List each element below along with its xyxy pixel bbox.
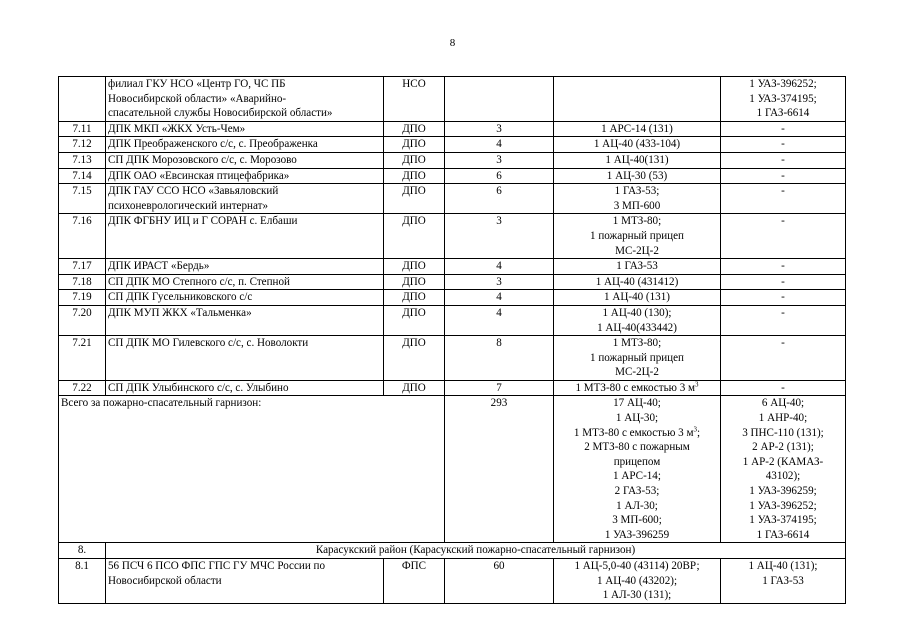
row-number: 7.20 [59,305,106,335]
organization-line: ДПК ГАУ ССО НСО «Завьяловский [108,185,279,198]
organization-line: СП ДПК МО Гилевского с/с, с. Новолокти [108,337,309,350]
page-number: 8 [449,37,456,49]
vehicle-line: 1 АР-2 (КАМАЗ- [742,455,824,468]
unit-type: ДПО [384,305,445,335]
reserve-vehicles [721,184,846,214]
vehicle-line: 1 АЦ-30; [615,412,659,425]
organization-line: ДПК МКП «ЖКХ Усть-Чем» [108,122,246,135]
organization-name [106,214,384,259]
vehicle-line: 1 АРС-14 (131) [601,122,673,135]
organization-line: ДПК ИРАСТ «Бердь» [108,260,210,273]
staff-count: 7 [445,380,554,396]
reserve-vehicles [721,152,846,168]
vehicle-line: 1 АЦ-30 (53) [606,169,668,182]
unit-type: ДПО [384,168,445,184]
vehicle-line: - [781,306,785,319]
main-vehicles [554,77,721,122]
vehicle-line: - [781,185,785,198]
vehicle-line: МС-2Ц-2 [615,244,659,257]
organization-name [106,305,384,335]
vehicle-line: 1 АЦ-40(131) [605,153,669,166]
main-vehicles [554,336,721,381]
reserve-vehicles [721,259,846,275]
total-main-vehicles [554,396,721,543]
reserve-vehicles [721,380,846,396]
row-number: 7.13 [59,152,106,168]
vehicle-line: 1 АЦ-40 (130); [602,306,672,319]
table-row [59,305,846,335]
vehicle-line: 1 ГАЗ-53 [762,574,804,587]
total-row [59,396,846,543]
vehicle-line: - [781,337,785,350]
vehicle-line: 1 УАЗ-374195; [749,514,817,527]
organization-line: Новосибирской области [108,574,222,587]
organization-line: ДПК ФГБНУ ИЦ и Г СОРАН с. Елбаши [108,215,298,228]
vehicle-line: 17 АЦ-40; [613,397,661,410]
reserve-vehicles [721,305,846,335]
section-number: 8. [59,543,106,559]
organization-line: СП ДПК Улыбинского с/с, с. Улыбино [108,381,289,394]
vehicle-line: 2 МТЗ-80 с пожарным [584,441,690,454]
main-vehicles [554,184,721,214]
organization-name [106,559,384,604]
vehicle-line: 1 АЦ-40 (433-104) [593,138,681,151]
row-number: 7.18 [59,274,106,290]
organization-line: ДПК МУП ЖКХ «Тальменка» [108,306,252,319]
vehicle-line: 1 АЦ-40 (431412) [595,275,679,288]
vehicle-line: МС-2Ц-2 [615,366,659,379]
reserve-vehicles [721,214,846,259]
organization-line: ДПК Преображенского с/с, с. Преображенка [108,138,318,151]
unit-type: ДПО [384,137,445,153]
table-row [59,380,846,396]
vehicle-line: 43102); [765,470,801,483]
vehicle-line: - [781,215,785,228]
organization-name [106,152,384,168]
vehicle-line: 1 АЦ-40 (131) [604,291,670,304]
table-row [59,168,846,184]
vehicle-line: 1 МТЗ-80; [612,337,662,350]
vehicle-line: 2 ГАЗ-53; [614,485,660,498]
unit-type: ДПО [384,290,445,306]
row-number [59,77,106,122]
vehicle-line: 1 АРС-14; [613,470,661,483]
vehicle-table [58,76,846,604]
total-label: Всего за пожарно-спасательный гарнизон: [59,396,445,543]
staff-count: 6 [445,184,554,214]
table-row [59,336,846,381]
vehicle-line: 1 ГАЗ-53; [614,185,660,198]
row-number: 7.15 [59,184,106,214]
organization-name [106,380,384,396]
organization-name [106,290,384,306]
reserve-vehicles [721,137,846,153]
main-vehicles [554,305,721,335]
vehicle-line: - [781,291,785,304]
reserve-vehicles [721,121,846,137]
vehicle-line: 1 УАЗ-396259; [749,485,817,498]
vehicle-line: - [781,381,785,394]
row-number: 7.12 [59,137,106,153]
main-vehicles [554,121,721,137]
table-row [59,121,846,137]
row-number: 7.17 [59,259,106,275]
main-vehicles [554,559,721,604]
staff-count: 6 [445,168,554,184]
vehicle-line: 1 УАЗ-396252; [749,499,817,512]
table-row [59,137,846,153]
vehicle-line: - [781,153,785,166]
vehicle-line: - [781,260,785,273]
unit-type: ДПО [384,184,445,214]
staff-count: 8 [445,336,554,381]
table-row [59,259,846,275]
row-number: 7.21 [59,336,106,381]
unit-type: ДПО [384,380,445,396]
vehicle-line: 1 МТЗ-80 с емкостью 3 $м^3$; [573,424,701,439]
organization-name [106,184,384,214]
reserve-vehicles [721,290,846,306]
table-row [59,274,846,290]
vehicle-line: 1 АЦ-40 (131); [748,560,818,572]
unit-type: ДПО [384,259,445,275]
staff-count: 3 [445,121,554,137]
unit-type: ДПО [384,214,445,259]
vehicle-line: 1 АНР-40; [758,412,808,425]
vehicle-line: - [781,169,785,182]
total-reserve-vehicles [721,396,846,543]
vehicle-line: 1 ГАЗ-6614 [756,107,810,120]
main-vehicles [554,290,721,306]
row-number: 7.19 [59,290,106,306]
staff-count: 3 [445,274,554,290]
section-title: Карасукский район (Карасукский пожарно-спасательный гарнизон) [106,543,846,559]
unit-type: ДПО [384,121,445,137]
vehicle-line: 1 АЦ-5,0-40 (43114) 20ВР; [574,560,700,572]
organization-line: психоневрологический интернат» [108,199,268,212]
main-vehicles [554,152,721,168]
organization-name [106,121,384,137]
vehicle-line: 1 АЛ-30 (131); [602,589,672,602]
reserve-vehicles [721,77,846,122]
row-number: 8.1 [59,559,106,604]
unit-type: ДПО [384,274,445,290]
vehicle-line: 3 МП-600 [613,199,661,212]
main-vehicles [554,380,721,396]
vehicle-line: - [781,275,785,288]
vehicle-line: 1 УАЗ-374195; [749,92,817,105]
row-number: 7.11 [59,121,106,137]
organization-line: ДПК ОАО «Евсинская птицефабрика» [108,169,290,182]
vehicle-line: 1 АЦ-40 (43202); [596,574,678,587]
organization-name [106,137,384,153]
table-body [59,77,846,604]
vehicle-line: 1 МТЗ-80; [612,215,662,228]
unit-type: ДПО [384,336,445,381]
vehicle-line: - [781,122,785,135]
staff-count: 60 [445,559,554,604]
staff-count: 4 [445,290,554,306]
vehicle-line: 3 МП-600; [612,514,662,527]
vehicle-line: 2 АР-2 (131); [752,441,814,454]
main-vehicles [554,214,721,259]
organization-line: СП ДПК Морозовского с/с, с. Морозово [108,153,297,166]
organization-line: спасательной службы Новосибирской области» [108,107,333,120]
row-number: 7.14 [59,168,106,184]
organization-name [106,259,384,275]
organization-name [106,77,384,122]
vehicle-line: прицепом [613,455,661,468]
table-row [59,290,846,306]
reserve-vehicles [721,559,846,604]
unit-type: ФПС [384,559,445,604]
vehicle-line: 1 ГАЗ-53 [616,260,658,273]
organization-name [106,336,384,381]
reserve-vehicles [721,274,846,290]
staff-count: 4 [445,137,554,153]
main-vehicles [554,274,721,290]
row-number: 7.22 [59,380,106,396]
main-vehicles [554,137,721,153]
vehicle-line: 1 пожарный прицеп [590,351,684,364]
table-row [59,152,846,168]
organization-line: СП ДПК МО Степного с/с, п. Степной [108,275,290,288]
organization-line: 56 ПСЧ 6 ПСО ФПС ГПС ГУ МЧС России по [108,560,326,572]
staff-count: 4 [445,305,554,335]
table-row [59,214,846,259]
vehicle-line: 1 пожарный прицеп [590,229,684,242]
vehicle-line: 1 АЦ-40(433442) [597,321,677,334]
organization-line: Новосибирской области» «Аварийно- [108,92,287,105]
vehicle-line: 3 ПНС-110 (131); [742,426,824,439]
vehicle-line: 1 ГАЗ-6614 [756,528,810,541]
total-staff: 293 [445,396,554,543]
row-number: 7.16 [59,214,106,259]
organization-name [106,274,384,290]
vehicle-line: 6 АЦ-40; [761,397,805,410]
vehicle-line: 1 МТЗ-80 с емкостью 3 $м^3$ [575,380,699,394]
main-vehicles [554,168,721,184]
vehicle-line: - [781,138,785,151]
organization-line: филиал ГКУ НСО «Центр ГО, ЧС ПБ [108,78,286,90]
organization-name [106,168,384,184]
vehicle-line: 1 УАЗ-396252; [749,78,817,90]
table-row [59,559,846,604]
staff-count [445,77,554,122]
staff-count: 3 [445,152,554,168]
reserve-vehicles [721,336,846,381]
vehicle-line: 1 АЛ-30; [616,499,658,512]
reserve-vehicles [721,168,846,184]
unit-type: ДПО [384,152,445,168]
staff-count: 4 [445,259,554,275]
table-row [59,184,846,214]
organization-line: СП ДПК Гусельниковского с/с [108,291,253,304]
vehicle-line: 1 УАЗ-396259 [604,528,670,541]
unit-type: НСО [384,77,445,122]
section-header-row [59,543,846,559]
main-vehicles [554,259,721,275]
table-row [59,77,846,122]
staff-count: 3 [445,214,554,259]
